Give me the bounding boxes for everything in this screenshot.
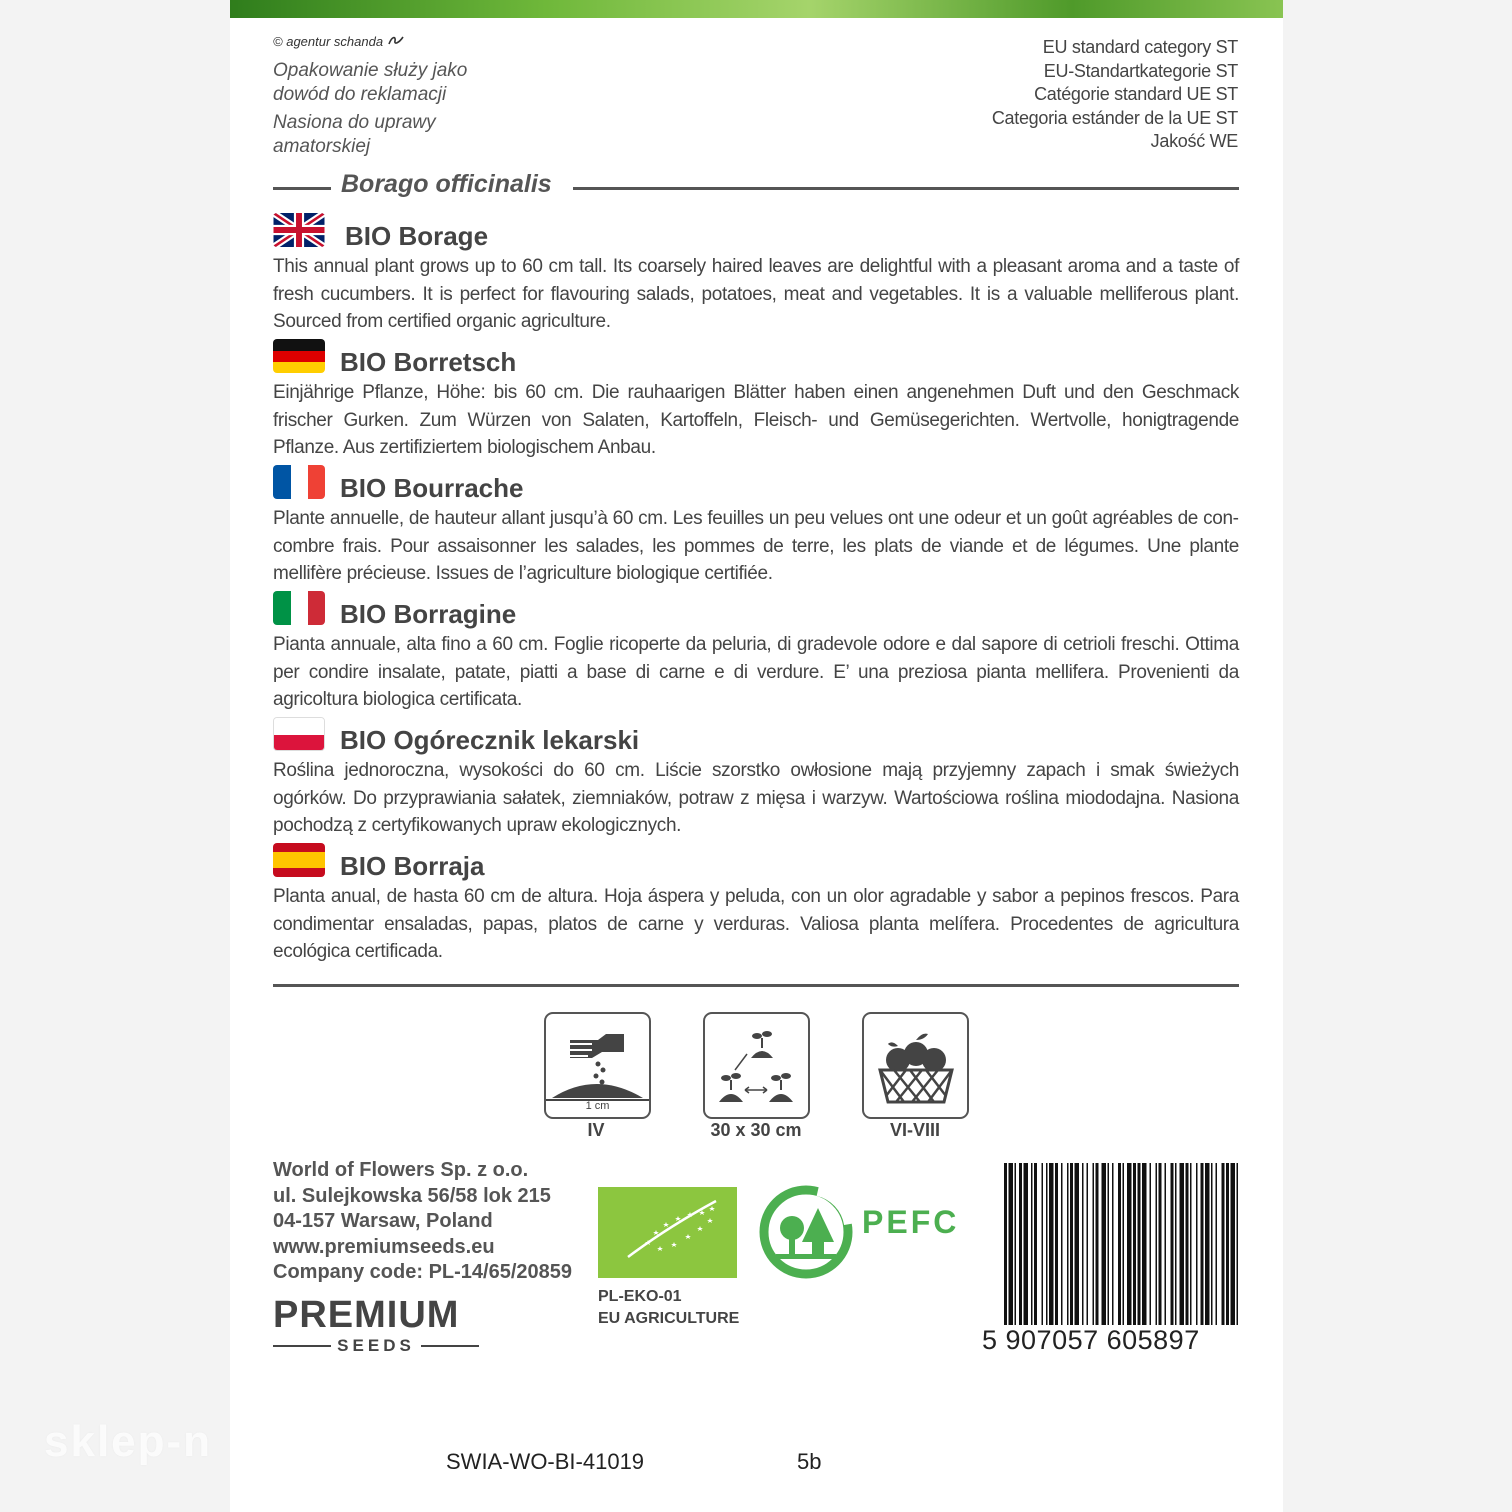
plant-spacing-icon [703, 1012, 810, 1119]
text-en: This annual plant grows up to 60 cm tall. Its coarsely haired leaves are delightful with a pleasant aroma and a taste of fresh cucumbers. It is perfect for flavouring salads, potatoes, meat and vegetables. It is a valuable melliferous plant. Sourced from certified organic agriculture. [273, 256, 1239, 332]
seeds-logo-text: SEEDS [337, 1336, 415, 1355]
eu-organic-code [598, 1286, 739, 1330]
seeds-rule-right [421, 1345, 479, 1347]
seeds-rule-left [273, 1345, 331, 1347]
latin-rule-left [273, 187, 331, 190]
copyright-line [273, 34, 405, 49]
signature-mark-icon [387, 34, 405, 49]
complaint-note: Opakowanie służy jako dowód do reklamacji [273, 60, 468, 105]
harvest-month-label: VI-VIII [889, 1120, 940, 1140]
green-header-strip [230, 0, 1283, 18]
germany-flag-icon [273, 339, 325, 373]
watermark: sklep-n [44, 1417, 213, 1466]
standard-category-pl: Jakość WE [1150, 131, 1238, 151]
title-pl: BIO Ogórecznik lekarski [340, 725, 640, 755]
text-pl: Roślina jednoroczna, wysokości do 60 cm. Liście szorstko owłosione mają przyjemny zapach i smak świeżych ogórków. Do przyprawiania sałatek, ziemniaków, potraw z mięsa i warzyw. Wartościowa roślina miododajna. Nasiona pochodzą z certyfikowanych upraw ekologicznych. [273, 760, 1239, 836]
title-es: BIO Borraja [340, 851, 485, 881]
eu-agriculture-label: EU AGRICULTURE [598, 1310, 740, 1327]
pefc-text: PEFC [862, 1204, 960, 1240]
barcode [1004, 1163, 1240, 1325]
uk-flag-icon [273, 213, 325, 247]
footer-product-code: SWIA-WO-BI-41019 [446, 1449, 645, 1474]
company-city: 04-157 Warsaw, Poland [273, 1210, 493, 1232]
italy-flag-icon [273, 591, 325, 625]
france-flag-icon [273, 465, 325, 499]
latin-rule-right [573, 187, 1239, 190]
sowing-depth-icon [544, 1012, 651, 1119]
title-en: BIO Borage [345, 221, 489, 251]
text-es: Planta anual, de hasta 60 cm de altura. Hoja áspera y peluda, con un olor agradable y sabor a pepinos frescos. Para condimentar ensaladas, papas, platos de carne y verduras. Valiosa planta melífera. Procedentes de agricultura ecológica certificada. [273, 886, 1239, 962]
pefc-logo [758, 1184, 970, 1280]
company-name: World of Flowers Sp. z o.o. [273, 1159, 529, 1181]
company-website: www.premiumseeds.eu [273, 1235, 495, 1258]
standard-category-list [992, 36, 1238, 154]
title-it: BIO Borragine [340, 599, 517, 629]
standard-category-es: Categoria estánder de la UE ST [991, 107, 1238, 128]
company-code: Company code: PL-14/65/20859 [273, 1261, 573, 1283]
footer-version: 5b [797, 1449, 822, 1474]
amateur-note: Nasiona do uprawy amatorskiej [273, 112, 436, 157]
pefc-tree-icon [758, 1184, 858, 1280]
barcode-number: 5 907057 605897 [982, 1325, 1200, 1355]
title-de: BIO Borretsch [340, 347, 517, 377]
text-de: Einjährige Pflanze, Höhe: bis 60 cm. Die rauhaarigen Blätter haben einen angenehmen Duft und den Geschmack frischer Gurken. Zum Würzen von Salaten, Kartoffeln, Fleisch- und Gemüsegerichten. Wertvolle, honigtragende Pflanze. Aus zertifiziertem biologischem Anbau. [273, 382, 1239, 458]
company-info [273, 1158, 572, 1286]
poland-flag-icon [273, 717, 325, 751]
company-street: ul. Sulejkowska 56/58 lok 215 [273, 1184, 551, 1207]
standard-category-de: EU-Standartkategorie ST [1043, 60, 1238, 81]
seeds-logo-row [273, 1336, 479, 1356]
section-divider [273, 984, 1239, 987]
copyright-icon: © [273, 34, 283, 49]
standard-category-fr: Catégorie standard UE ST [1034, 84, 1238, 104]
text-it: Pianta annuale, alta fino a 60 cm. Foglie ricoperte da peluria, di gradevole odore e dal sapore di cetrioli freschi. Ottima per condire insalate, patate, piatti a base di carne e di verdure. E’ una preziosa pianta mellifera. Provenienti da agricoltura biologica certificata. [273, 634, 1239, 710]
copyright-text: agentur schanda [286, 34, 384, 49]
sowing-month-label: IV [587, 1120, 605, 1140]
premium-logo: PREMIUM [273, 1294, 460, 1336]
title-fr: BIO Bourrache [340, 473, 524, 503]
eu-organic-leaf-icon [598, 1187, 737, 1278]
spacing-label: 30 x 30 cm [710, 1120, 802, 1140]
harvest-basket-icon [862, 1012, 969, 1119]
eu-code-number: PL-EKO-01 [598, 1288, 682, 1305]
text-fr: Plante annuelle, de hauteur allant jusqu’à 60 cm. Les feuilles un peu velues ont une odeur et un goût agréables de concombre frais. Pour assaisonner les salades, les pommes de terre, les plats de viande et de légumes. Une plante mellifère précieuse. Issues de l’agriculture biologique certifiée. [273, 508, 1239, 584]
standard-category-en: EU standard category ST [1042, 37, 1238, 57]
sowing-depth-label: 1 cm [585, 1100, 610, 1112]
spain-flag-icon [273, 843, 325, 877]
latin-name-row [273, 170, 1239, 202]
latin-name: Borago officinalis [341, 170, 552, 198]
